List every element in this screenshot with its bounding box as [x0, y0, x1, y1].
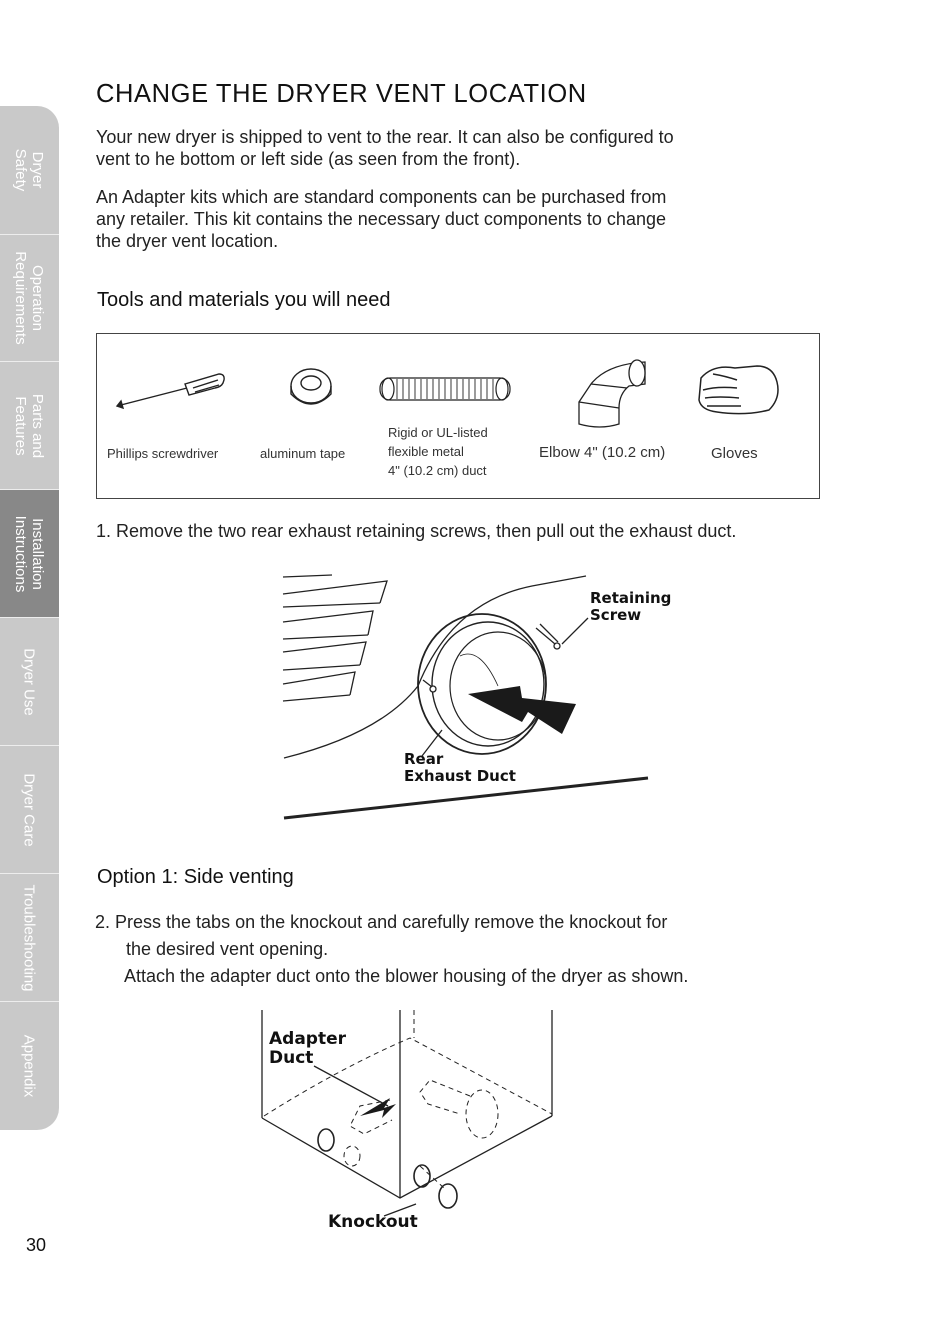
step-2-line-1: 2. Press the tabs on the knockout and carefully remove the knockout for: [95, 912, 668, 932]
tab-label: Dryer Safety: [12, 148, 46, 192]
tab-label: Installation Instructions: [12, 515, 46, 592]
intro-paragraph-1: Your new dryer is shipped to vent to the rear. It can also be configured to vent to he bottom or left side (as seen from the front).: [96, 127, 674, 169]
side-venting-figure: [260, 1008, 560, 1236]
pull-arrow-icon: [468, 686, 576, 734]
step-2-line-3: Attach the adapter duct onto the blower housing of the dryer as shown.: [124, 966, 689, 986]
tab-dryer-safety[interactable]: [0, 106, 59, 235]
rear-exhaust-duct-label: Rear Exhaust Duct: [404, 750, 516, 785]
tab-dryer-care[interactable]: [0, 746, 59, 874]
tape-icon: [291, 369, 331, 404]
tab-label: Dryer Care: [20, 772, 38, 847]
side-navigation: [0, 106, 59, 1130]
tools-box: [96, 333, 820, 499]
tape-label: aluminum tape: [260, 446, 346, 461]
tab-parts-and-features[interactable]: [0, 362, 59, 490]
screwdriver-icon: [117, 374, 224, 408]
tab-label: Operation Requirements: [12, 251, 46, 345]
tab-label: Dryer Use: [20, 647, 38, 716]
rear-exhaust-figure: [270, 566, 690, 826]
elbow-label: Elbow 4" (10.2 cm): [539, 444, 666, 461]
step-2-line-2: the desired vent opening.: [126, 939, 329, 959]
flexible-duct-icon: [380, 378, 510, 400]
step-1-text: 1. Remove the two rear exhaust retaining screws, then pull out the exhaust duct.: [96, 521, 737, 541]
tab-label: Appendix: [20, 1034, 38, 1098]
adapter-duct-label: Adapter Duct: [269, 1029, 347, 1068]
retaining-screw-label: Retaining Screw: [590, 589, 672, 624]
page-number: 30: [26, 1235, 47, 1255]
tab-installation-instructions[interactable]: [0, 490, 59, 618]
screw-icon: [423, 680, 436, 692]
screw-icon: [536, 624, 560, 649]
tab-dryer-use[interactable]: [0, 618, 59, 746]
page-title: CHANGE THE DRYER VENT LOCATION: [96, 80, 587, 108]
elbow-icon: [579, 360, 645, 427]
gloves-label: Gloves: [711, 445, 758, 462]
knockout-label: Knockout: [328, 1212, 418, 1232]
gloves-icon: [699, 366, 778, 414]
intro-paragraph-2: An Adapter kits which are standard components can be purchased from any retailer. This kit contains the necessary duct components to change the dryer vent location.: [96, 187, 667, 251]
tab-label: Troubleshooting: [20, 883, 38, 992]
option-1-heading: Option 1: Side venting: [97, 866, 294, 888]
screwdriver-label: Phillips screwdriver: [107, 446, 219, 461]
tab-operation-requirements[interactable]: [0, 235, 59, 362]
tab-troubleshooting[interactable]: [0, 874, 59, 1002]
tools-heading: Tools and materials you will need: [97, 289, 391, 311]
tab-label: Parts and Features: [12, 393, 46, 458]
duct-label: Rigid or UL-listed flexible metal 4" (10.2 cm) duct: [388, 425, 488, 478]
tab-appendix[interactable]: [0, 1002, 59, 1130]
